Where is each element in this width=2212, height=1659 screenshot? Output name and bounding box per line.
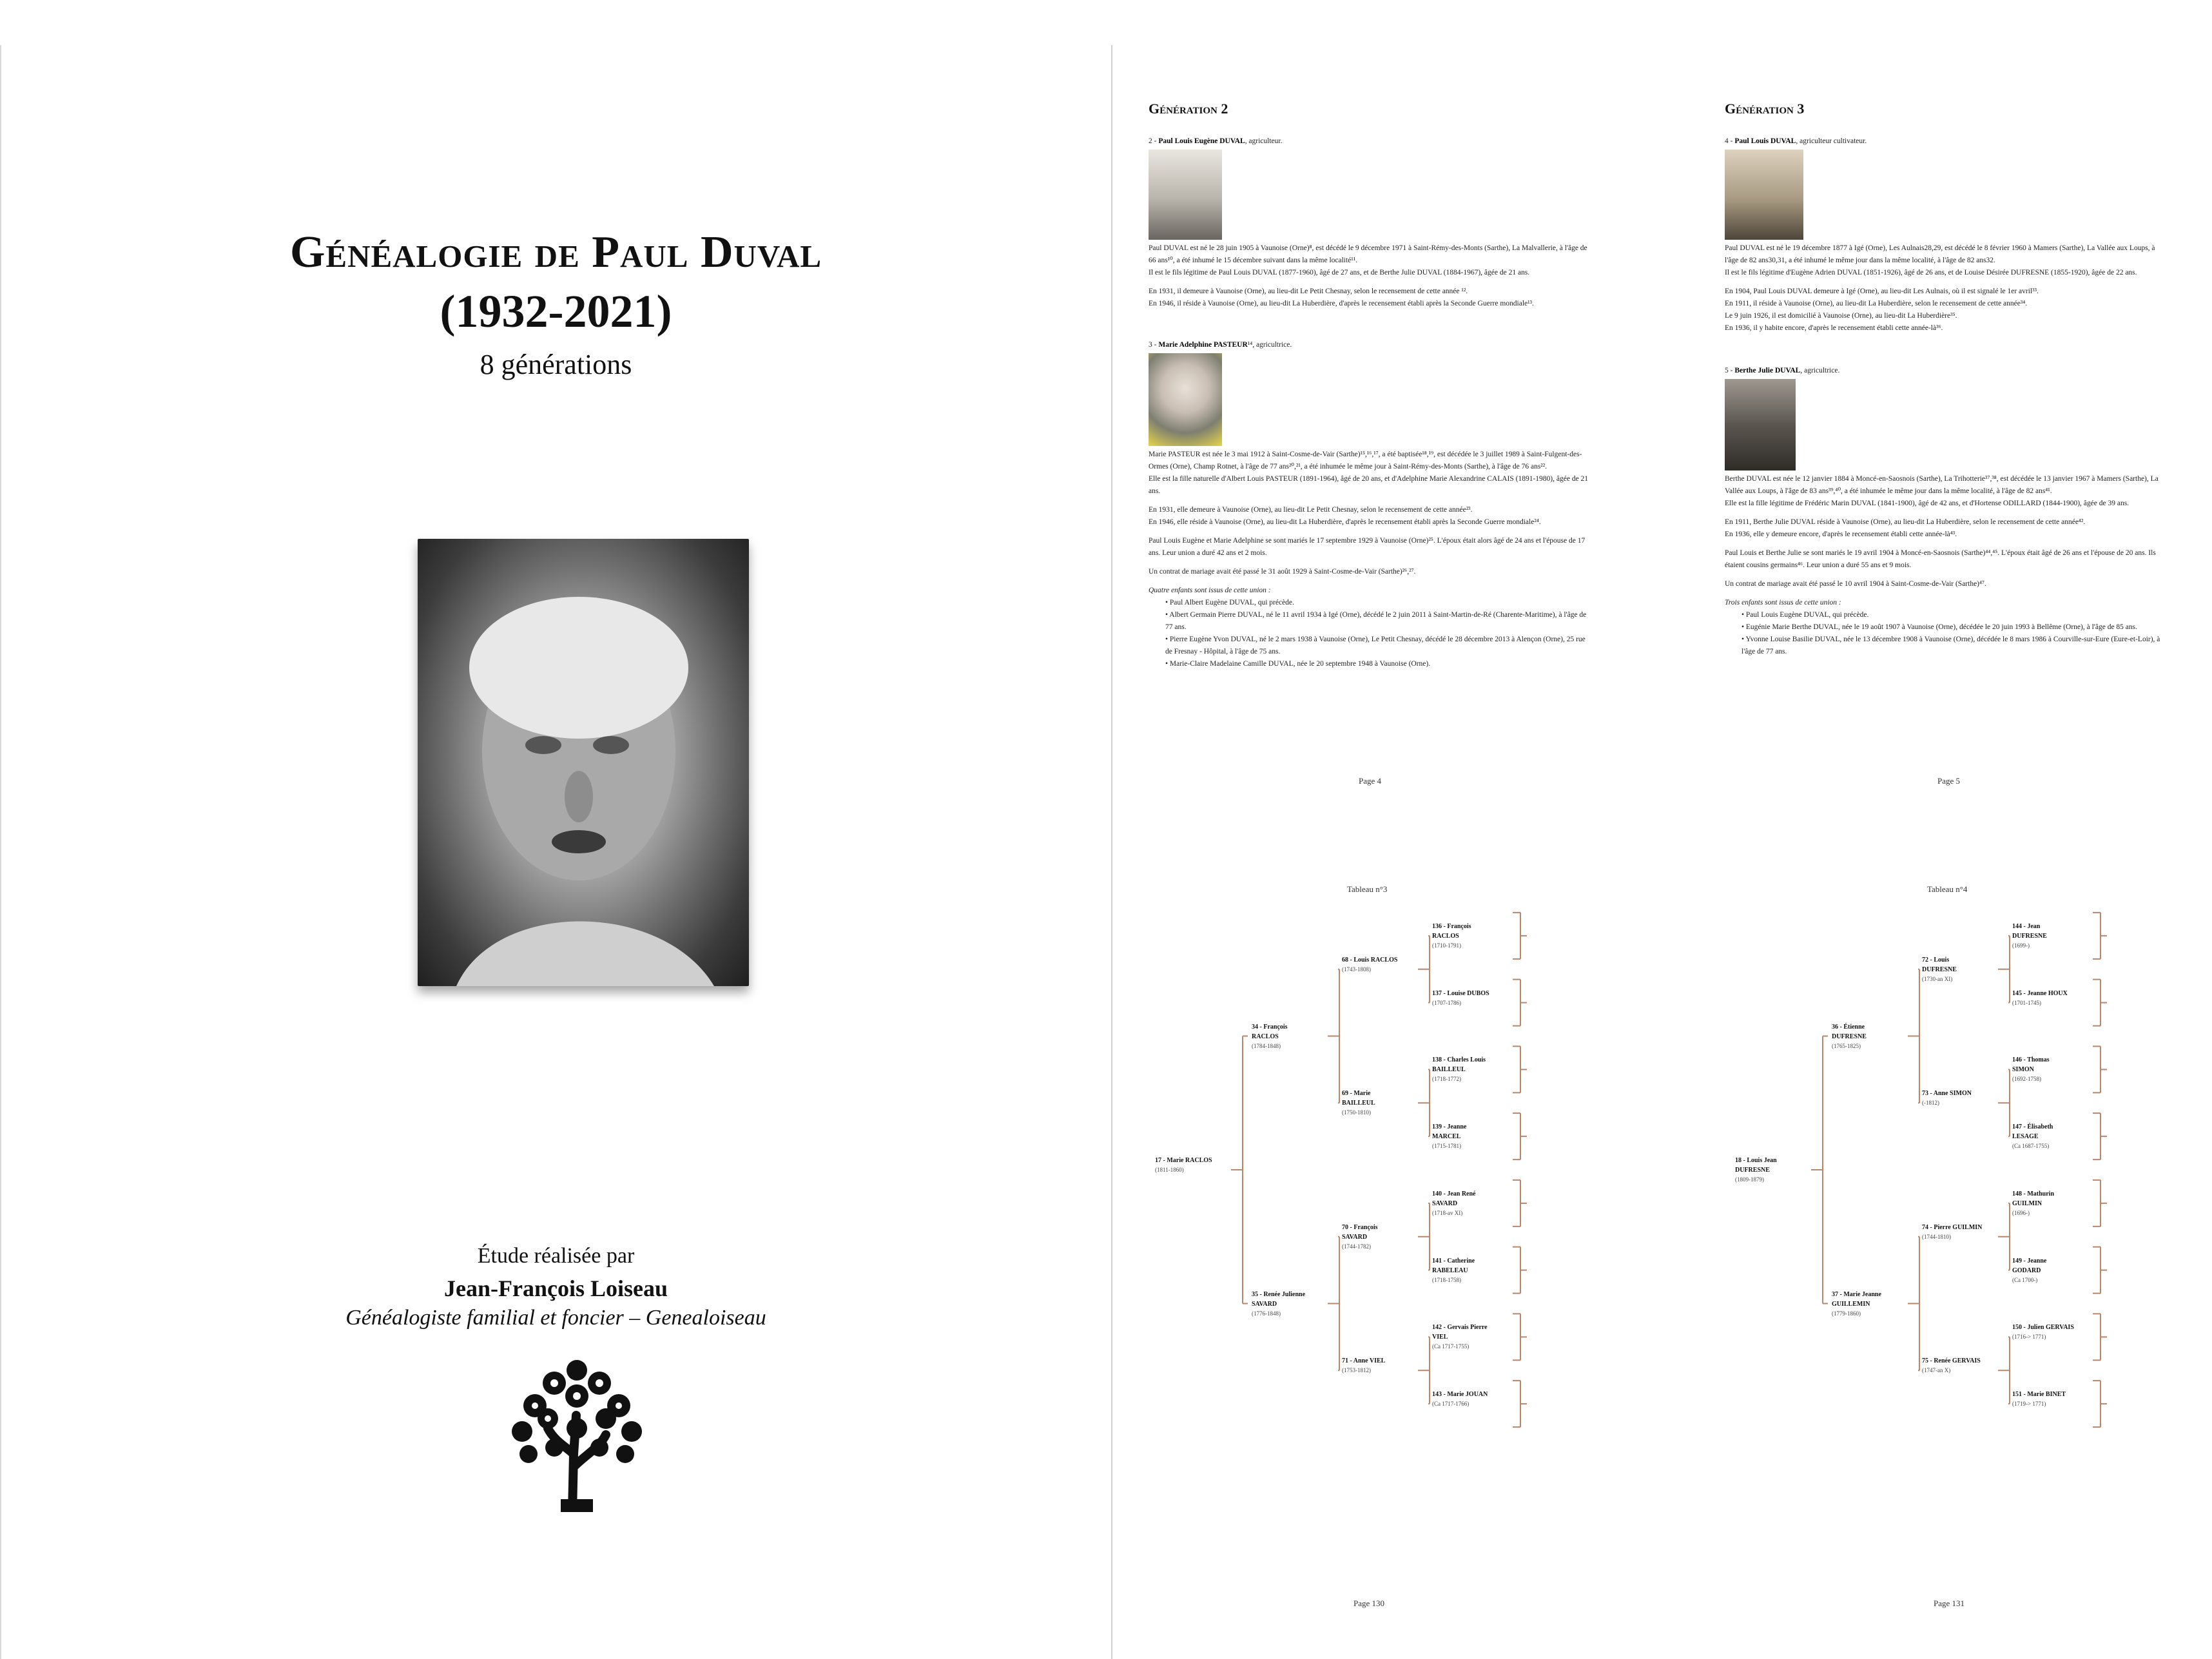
marriage-text: Paul Louis Eugène et Marie Adelphine se sont mariés le 17 septembre 1929 à Vaunoise (Orne)²⁵. L'époux était alors âgé de 24 ans et l'épouse de 17 ans. Leur union a duré 42 ans et 2 mois. (1149, 537, 1586, 557)
person-4-bio (1725, 242, 2169, 335)
person-5-number: 5 - (1725, 367, 1735, 374)
pedigree-name: 136 - François (1432, 922, 1471, 930)
pedigree-name: 68 - Louis RACLOS (1342, 956, 1398, 964)
person-2-number: 2 - (1149, 137, 1159, 145)
person-3-photo (1149, 353, 1222, 446)
pedigree-name: 35 - Renée Julienne (1252, 1290, 1306, 1298)
pedigree-dates: (1718-1758) (1432, 1276, 1461, 1283)
person-2-photo (1149, 150, 1222, 240)
page-number-5: Page 5 (1937, 776, 1961, 786)
cover-years: (1932-2021) (440, 286, 672, 337)
pedigree-surname: MARCEL (1432, 1133, 1461, 1141)
pedigree-person-n71 (1342, 1356, 1385, 1375)
tree-logo-icon (509, 1357, 645, 1512)
cover-subtitle: 8 générations (480, 349, 632, 380)
pedigree-dates: (1715-1781) (1432, 1143, 1461, 1150)
person-5-header (1725, 365, 2176, 377)
pedigree-person-n140 (1432, 1189, 1476, 1218)
pedigree-surname: BAILLEUL (1432, 1066, 1466, 1074)
pedigree-person-m18 (1735, 1156, 1777, 1185)
pedigree-person-n68 (1342, 955, 1397, 975)
pedigree-dates: (1744-1810) (1922, 1233, 1951, 1240)
pedigree-person-m73 (1922, 1089, 1972, 1108)
pedigree-surname: RACLOS (1432, 932, 1459, 940)
credit-intro: Étude réalisée par (477, 1244, 635, 1268)
pedigree-person-n34 (1252, 1022, 1288, 1051)
pedigree-dates: (1809-1879) (1735, 1176, 1764, 1183)
pedigree-surname: RABELEAU (1432, 1266, 1468, 1274)
person-3-bio-birth: Marie PASTEUR est née le 3 mai 1912 à Saint-Cosme-de-Vair (Sarthe)¹⁵,¹⁶,¹⁷, a été baptisée¹⁸,¹⁹, est décédée le 3 juillet 1989 à Saint-Fulgent-des-Ormes (Orne), Champ Rotnet, à l'âge de 77 ans²⁰,²¹, a été inhumée le même jour à Saint-Rémy-des-Monts (Sarthe), à l'âge de 76 ans²². (1149, 451, 1582, 471)
page-number-4: Page 4 (1359, 776, 1382, 786)
child-item: • Paul Albert Eugène DUVAL, qui précède. (1165, 599, 1294, 606)
pedigree-name: 149 - Jeanne (2012, 1257, 2047, 1265)
credit-role: Généalogiste familial et foncier – Genealoiseau (345, 1306, 766, 1330)
pedigree-name: 36 - Étienne (1832, 1023, 1865, 1031)
credit-author: Jean-François Loiseau (444, 1276, 668, 1301)
person-3-role: ¹⁴, agricultrice. (1247, 341, 1292, 349)
person-4-residence-1936: En 1936, il y habite encore, d'après le recensement établi cette année-là³⁶. (1725, 324, 1943, 332)
pedigree-person-n69 (1342, 1089, 1375, 1118)
pedigree-person-n141 (1432, 1256, 1475, 1285)
pedigree-dates: (1750-1810) (1342, 1109, 1371, 1116)
pedigree-dates: (Ca 1687-1755) (2012, 1143, 2050, 1150)
pedigree-surname: SIMON (2012, 1066, 2034, 1074)
person-2-residence-1946: En 1946, il réside à Vaunoise (Orne), au lieu-dit La Huberdière, d'après le recensement établi après la Seconde Guerre mondiale¹³. (1149, 300, 1534, 307)
person-3-residence-1931: En 1931, elle demeure à Vaunoise (Orne), au lieu-dit Le Petit Chesnay, selon le recensement de cette année²³. (1149, 506, 1473, 514)
person-2-bio (1149, 242, 1593, 310)
pedigree-dates: (1699-) (2012, 942, 2030, 949)
pedigree-name: 18 - Louis Jean (1735, 1157, 1777, 1164)
pedigree-dates: (1753-1812) (1342, 1367, 1371, 1374)
pedigree-dates: (1765-1825) (1832, 1042, 1861, 1049)
person-4-residence-1904: En 1904, Paul Louis DUVAL demeure à Igé (Orne), au lieu-dit Les Aulnais, où il est signalé le 1er avril³³. (1725, 287, 2039, 295)
contract-text: Un contrat de mariage avait été passé le 10 avril 1904 à Saint-Cosme-de-Vair (Sarthe)⁴⁷. (1725, 580, 1986, 588)
pedigree-dates: (1730-an XI) (1922, 975, 1953, 982)
pedigree-surname: BAILLEUL (1342, 1100, 1375, 1107)
child-item: • Eugénie Marie Berthe DUVAL, née le 19 août 1907 à Vaunoise (Orne), décédée le 20 juin 1993 à Bellême (Orne), à l'âge de 85 ans. (1741, 623, 2138, 631)
person-4-role: , agriculteur cultivateur. (1796, 137, 1867, 145)
pedigree-name: 137 - Louise DUBOS (1432, 989, 1489, 997)
pedigree-dates: (1743-1808) (1342, 965, 1371, 973)
person-5-residence-1936: En 1936, elle y demeure encore, d'après le recensement établi cette année-là⁴³. (1725, 530, 1957, 538)
person-3-residence-1946: En 1946, elle réside à Vaunoise (Orne), au lieu-dit La Huberdière, d'après le recensement établi après la Seconde Guerre mondiale²⁴. (1149, 518, 1541, 526)
pedigree-surname: DUFRESNE (1922, 965, 1957, 973)
person-5-bio (1725, 473, 2169, 658)
person-2-bio-birth: Paul DUVAL est né le 28 juin 1905 à Vaunoise (Orne)⁸, est décédé le 9 décembre 1971 à Saint-Rémy-des-Monts (Sarthe), La Malvallerie, à l'âge de 66 ans¹⁰, a été inhumé le 15 décembre suivant dans la même localité¹¹. (1149, 244, 1587, 264)
pedigree-person-m72 (1922, 955, 1957, 984)
pedigree-dates: (1707-1786) (1432, 999, 1461, 1006)
tableau-4-title: Tableau n°4 (1927, 884, 1968, 894)
generation-3-heading: Génération 3 (1725, 101, 1805, 117)
pedigree-name: 143 - Marie JOUAN (1432, 1391, 1488, 1399)
pedigree-name: 146 - Thomas (2012, 1056, 2050, 1064)
pedigree-person-m36 (1832, 1022, 1867, 1051)
pedigree-surname: GODARD (2012, 1266, 2041, 1274)
pedigree-person-n17 (1155, 1156, 1212, 1175)
pedigree-name: 138 - Charles Louis (1432, 1056, 1486, 1064)
pedigree-name: 150 - Julien GERVAIS (2012, 1324, 2074, 1332)
pedigree-person-n139 (1432, 1122, 1466, 1151)
pedigree-person-n70 (1342, 1223, 1378, 1252)
child-item: • Albert Germain Pierre DUVAL, né le 11 avril 1934 à Igé (Orne), décédé le 2 juin 2011 à Saint-Martin-de-Ré (Charente-Maritime), à l'âge de 77 ans. (1165, 611, 1587, 631)
pedigree-dates: (Ca 1717-1755) (1432, 1343, 1470, 1350)
pedigree-name: 139 - Jeanne (1432, 1123, 1467, 1131)
person-2-name: Paul Louis Eugène DUVAL (1158, 137, 1245, 145)
person-4-header (1725, 135, 2176, 148)
page-number-131: Page 131 (1934, 1598, 1965, 1608)
person-5-photo (1725, 379, 1796, 471)
pedigree-dates: (1776-1848) (1252, 1310, 1281, 1317)
pedigree-person-n142 (1432, 1323, 1488, 1352)
pedigree-dates: (1710-1791) (1432, 942, 1461, 949)
person-4-bio-parents: Il est le fils légitime d'Eugène Adrien DUVAL (1851-1926), âgé de 26 ans, et de Louise Désirée DUFRESNE (1855-1920), âgée de 22 ans. (1725, 269, 2137, 276)
pedigree-person-m148 (2012, 1189, 2054, 1218)
person-3-bio-parents: Elle est la fille naturelle d'Albert Louis PASTEUR (1891-1964), âgé de 20 ans, et d'Adelphine Marie Alexandrine CALAIS (1891-1980), âgée de 21 ans. (1149, 475, 1589, 495)
person-4-residence-1926: Le 9 juin 1926, il est domicilié à Vaunoise (Orne), au lieu-dit La Huberdière³⁵. (1725, 312, 1957, 320)
pedigree-dates: (1811-1860) (1155, 1167, 1184, 1173)
pedigree-person-m75 (1922, 1356, 1981, 1375)
pedigree-person-m149 (2012, 1256, 2046, 1285)
pedigree-dates: (1696-) (2012, 1209, 2030, 1216)
pedigree-dates: (-1812) (1922, 1100, 1939, 1107)
pedigree-person-m74 (1922, 1223, 1982, 1242)
pedigree-person-n35 (1252, 1290, 1305, 1319)
pedigree-person-m144 (2012, 922, 2047, 951)
pedigree-name: 145 - Jeanne HOUX (2012, 989, 2068, 997)
person-2-residence-1931: En 1931, il demeure à Vaunoise (Orne), au lieu-dit Le Petit Chesnay, selon le recensement de cette année ¹². (1149, 287, 1468, 295)
pedigree-name: 72 - Louis (1922, 956, 1950, 964)
pedigree-name: 144 - Jean (2012, 922, 2041, 930)
pedigree-dates: (1718-av XI) (1432, 1209, 1463, 1216)
pedigree-name: 147 - Élisabeth (2012, 1123, 2053, 1131)
pedigree-person-m151 (2012, 1390, 2066, 1409)
pedigree-person-m147 (2012, 1122, 2053, 1151)
person-5-name: Berthe Julie DUVAL (1734, 367, 1801, 374)
pedigree-surname: GUILLEMIN (1832, 1300, 1870, 1308)
pedigree-name: 34 - François (1252, 1023, 1288, 1031)
pedigree-person-m146 (2012, 1055, 2050, 1084)
pedigree-dates: (1744-1782) (1342, 1243, 1371, 1250)
pedigree-dates: (1718-1772) (1432, 1076, 1461, 1083)
pedigree-name: 148 - Mathurin (2012, 1190, 2054, 1198)
pedigree-name: 17 - Marie RACLOS (1155, 1157, 1212, 1164)
person-2-header (1149, 135, 1600, 148)
pedigree-dates: (1779-1860) (1832, 1310, 1861, 1317)
pedigree-dates: (1692-1758) (2012, 1076, 2041, 1083)
pedigree-name: 73 - Anne SIMON (1922, 1090, 1972, 1098)
person-5-residence-1911: En 1911, Berthe Julie DUVAL réside à Vaunoise (Orne), au lieu-dit La Huberdière, selon le recensement de cette année⁴². (1725, 518, 2086, 526)
pedigree-name: 141 - Catherine (1432, 1257, 1475, 1265)
pedigree-dates: (1784-1848) (1252, 1042, 1281, 1049)
person-3-number: 3 - (1149, 341, 1159, 349)
person-4-residence-1911: En 1911, il réside à Vaunoise (Orne), au lieu-dit La Huberdière, selon le recensement de cette année³⁴. (1725, 300, 2028, 307)
person-2-role: , agriculteur. (1245, 137, 1283, 145)
pedigree-dates: (1719-> 1771) (2012, 1401, 2046, 1408)
pedigree-dates: (Ca 1700-) (2012, 1276, 2038, 1283)
person-5-bio-parents: Elle est la fille légitime de Frédéric Marin DUVAL (1841-1900), âgé de 42 ans, et d'Hortense ODILLARD (1844-1900), âgée de 39 ans. (1725, 500, 2130, 507)
pedigree-name: 37 - Marie Jeanne (1832, 1290, 1881, 1298)
person-5-bio-birth: Berthe DUVAL est née le 12 janvier 1884 à Moncé-en-Saosnois (Sarthe), La Trihotterie³⁷,³⁸, est décédée le 13 janvier 1967 à Mamers (Sarthe), La Vallée aux Loups, à l'âge de 83 ans³⁹,⁴⁰, a été inhumée le même jour dans la même localité, à l'âge de 82 ans⁴¹. (1725, 475, 2159, 495)
pedigree-name: 140 - Jean René (1432, 1190, 1476, 1198)
child-item: • Marie-Claire Madelaine Camille DUVAL, née le 20 septembre 1948 à Vaunoise (Orne). (1165, 660, 1431, 668)
generation-2-heading: Génération 2 (1149, 101, 1228, 117)
portrait-photo (418, 539, 749, 986)
pedigree-surname: DUFRESNE (1832, 1033, 1867, 1040)
person-5-role: , agricultrice. (1800, 367, 1840, 374)
pedigree-person-m145 (2012, 989, 2068, 1008)
pedigree-name: 71 - Anne VIEL (1342, 1357, 1386, 1365)
child-item: • Pierre Eugène Yvon DUVAL, né le 2 mars 1938 à Vaunoise (Orne), Le Petit Chesnay, décédé le 28 décembre 2013 à Alençon (Orne), 25 rue de Fresnay - Hôpital, à l'âge de 75 ans. (1165, 635, 1586, 655)
pedigree-surname: RACLOS (1252, 1033, 1279, 1040)
page-number-130: Page 130 (1353, 1598, 1385, 1608)
marriage-text: Paul Louis et Berthe Julie se sont mariés le 19 avril 1904 à Moncé-en-Saosnois (Sarthe)⁴⁴,⁴⁵. L'époux était âgé de 26 ans et l'épouse de 20 ans. Ils étaient cousins germains⁴⁶. Leur union a duré 55 ans et 9 mois. (1725, 549, 2156, 569)
person-2-bio-parents: Il est le fils légitime de Paul Louis DUVAL (1877-1960), âgé de 27 ans, et de Berthe Julie DUVAL (1884-1967), âgée de 21 ans. (1149, 269, 1530, 276)
pedigree-surname: DUFRESNE (2012, 932, 2047, 940)
person-3-header (1149, 339, 1600, 351)
pedigree-person-m150 (2012, 1323, 2074, 1342)
pedigree-surname: VIEL (1432, 1334, 1448, 1341)
pedigree-surname: SAVARD (1432, 1199, 1458, 1207)
children-intro: Trois enfants sont issus de cette union : (1725, 599, 1841, 606)
child-item: • Yvonne Louise Basilie DUVAL, née le 13 décembre 1908 à Vaunoise (Orne), décédée le 8 mars 1986 à Courville-sur-Eure (Eure-et-Loir), à l'âge de 77 ans. (1741, 635, 2160, 655)
pedigree-surname: GUILMIN (2012, 1199, 2042, 1207)
cover-title: Généalogie de Paul Duval (289, 228, 822, 277)
person-4-name: Paul Louis DUVAL (1734, 137, 1796, 145)
pedigree-name: 75 - Renée GERVAIS (1922, 1357, 1981, 1365)
pedigree-surname: SAVARD (1342, 1233, 1368, 1241)
pedigree-name: 74 - Pierre GUILMIN (1922, 1223, 1983, 1231)
pedigree-person-n143 (1432, 1390, 1488, 1409)
pedigree-surname: SAVARD (1252, 1300, 1277, 1308)
children-intro: Quatre enfants sont issus de cette union : (1149, 587, 1271, 594)
contract-text: Un contrat de mariage avait été passé le 31 août 1929 à Saint-Cosme-de-Vair (Sarthe)²⁶,²⁷. (1149, 568, 1416, 576)
pedigree-person-n136 (1432, 922, 1471, 951)
pedigree-name: 142 - Gervais Pierre (1432, 1324, 1488, 1332)
pedigree-dates: (Ca 1717-1766) (1432, 1401, 1470, 1408)
pedigree-name: 70 - François (1342, 1223, 1378, 1231)
person-4-bio-birth: Paul DUVAL est né le 19 décembre 1877 à Igé (Orne), Les Aulnais28,29, est décédé le 8 février 1960 à Mamers (Sarthe), La Vallée aux Loups, à l'âge de 82 ans30,31, a été inhumé le même jour dans la même localité, à l'âge de 82 ans32. (1725, 244, 2155, 264)
pedigree-person-n137 (1432, 989, 1489, 1008)
pedigree-dates: (1701-1745) (2012, 999, 2041, 1006)
pedigree-dates: (1747-an X) (1922, 1367, 1951, 1374)
person-4-photo (1725, 150, 1803, 240)
tableau-3-title: Tableau n°3 (1347, 884, 1388, 894)
child-item: • Paul Louis Eugène DUVAL, qui précède. (1741, 611, 1869, 619)
person-3-name: Marie Adelphine PASTEUR (1158, 341, 1248, 349)
pedigree-surname: DUFRESNE (1735, 1167, 1770, 1174)
person-3-bio (1149, 449, 1593, 670)
person-4-number: 4 - (1725, 137, 1735, 145)
pedigree-person-n138 (1432, 1055, 1486, 1084)
pedigree-surname: LESAGE (2012, 1133, 2039, 1141)
pedigree-name: 69 - Marie (1342, 1090, 1371, 1098)
pedigree-dates: (1716-> 1771) (2012, 1334, 2046, 1341)
pedigree-person-m37 (1832, 1290, 1881, 1319)
pedigree-name: 151 - Marie BINET (2012, 1391, 2066, 1399)
